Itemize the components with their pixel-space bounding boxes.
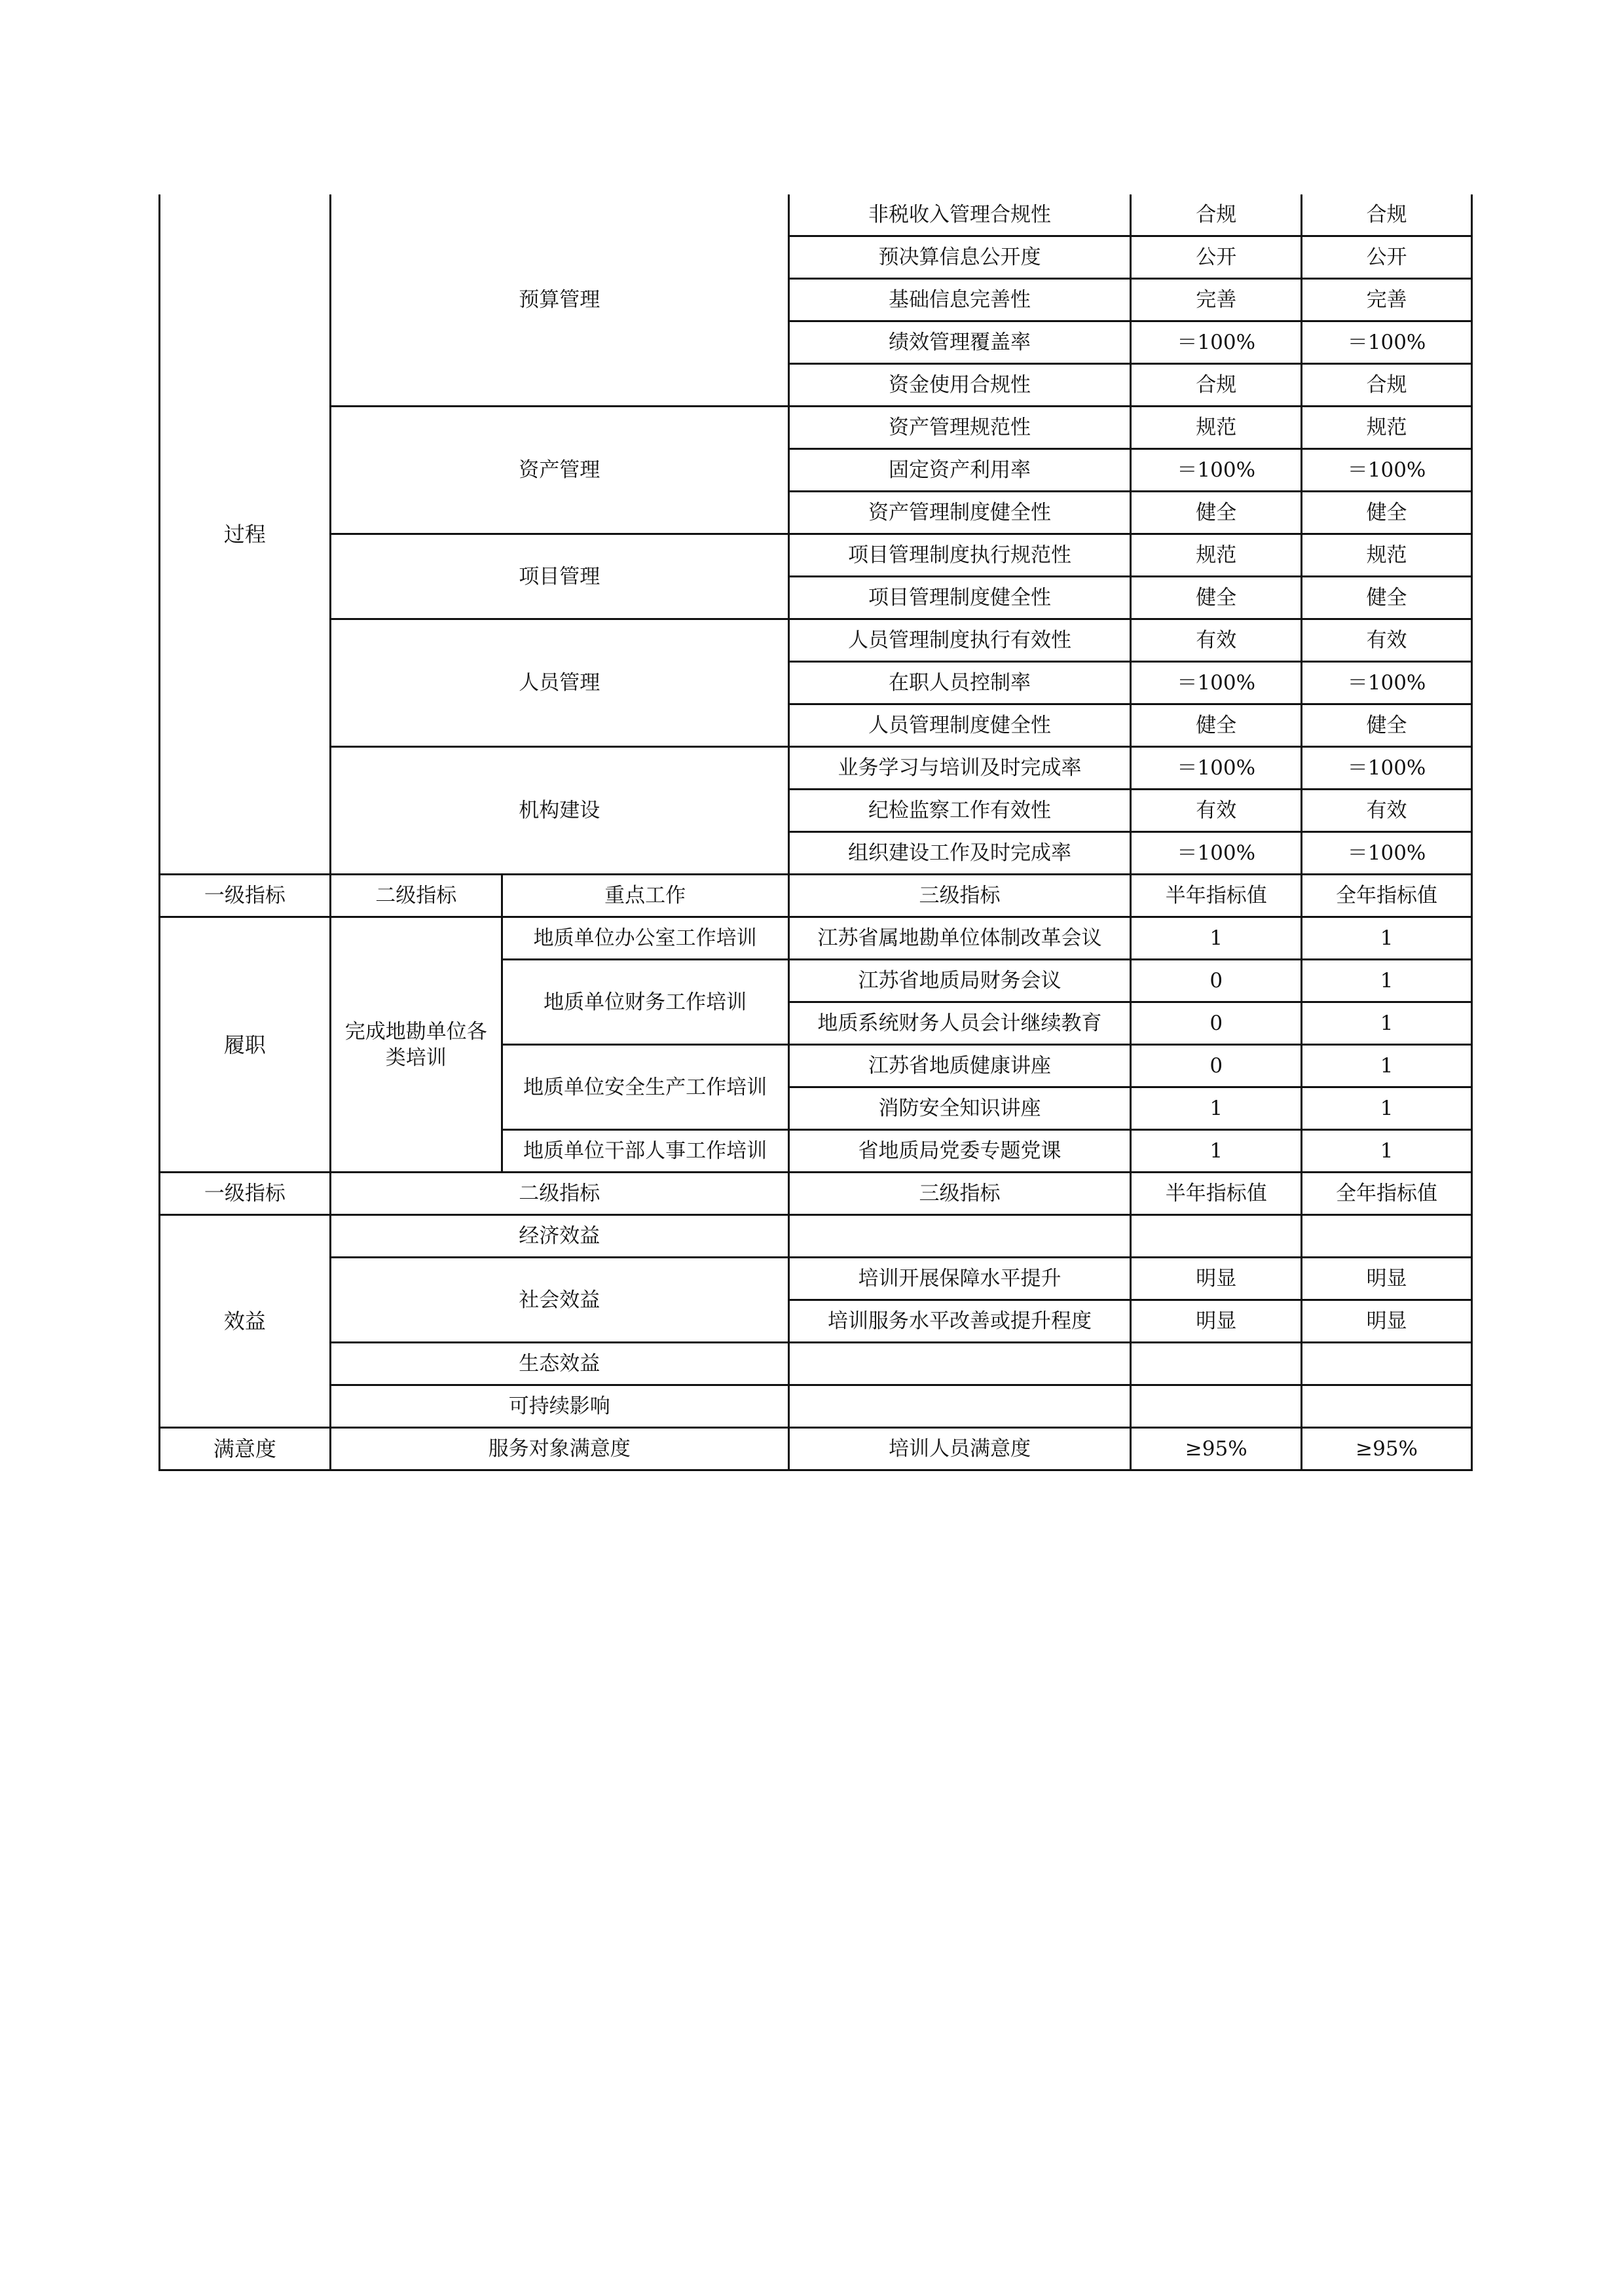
full-year-value-cell [1302,1343,1472,1385]
half-year-value-cell: 规范 [1131,534,1302,577]
indicator-cell: 培训开展保障水平提升 [788,1258,1131,1300]
header-cell: 一级指标 [160,875,331,917]
indicator-cell: 江苏省属地勘单位体制改革会议 [788,917,1131,960]
full-year-value-cell: 公开 [1302,236,1472,279]
half-year-value-cell: 健全 [1131,492,1302,534]
full-year-value-cell: 规范 [1302,407,1472,449]
level2-cell: 生态效益 [330,1343,788,1385]
full-year-value-cell [1302,1215,1472,1258]
full-year-value-cell: 规范 [1302,534,1472,577]
indicator-cell: 纪检监察工作有效性 [788,790,1131,832]
table-row [160,875,1472,917]
header-cell: 二级指标 [330,875,502,917]
half-year-value-cell: 有效 [1131,619,1302,662]
full-year-value-cell: 合规 [1302,194,1472,236]
key-work-cell: 地质单位办公室工作培训 [502,917,788,960]
level1-cell: 履职 [160,917,331,1173]
half-year-value-cell: 明显 [1131,1300,1302,1343]
full-year-value-cell: ＝100% [1302,321,1472,364]
table-row [160,1258,1472,1300]
indicator-cell: 预决算信息公开度 [788,236,1131,279]
half-year-value-cell: 合规 [1131,194,1302,236]
indicator-cell: 固定资产利用率 [788,449,1131,492]
half-year-value-cell [1131,1215,1302,1258]
key-work-cell: 地质单位安全生产工作培训 [502,1045,788,1130]
level2-cell: 人员管理 [330,619,788,747]
header-cell: 一级指标 [160,1173,331,1215]
indicator-cell: 人员管理制度执行有效性 [788,619,1131,662]
indicator-cell: 资金使用合规性 [788,364,1131,407]
half-year-value-cell: ＝100% [1131,747,1302,790]
indicator-cell: 组织建设工作及时完成率 [788,832,1131,875]
level2-cell: 项目管理 [330,534,788,619]
level2-cell: 预算管理 [330,194,788,407]
table-row [160,747,1472,790]
full-year-value-cell: 健全 [1302,704,1472,747]
half-year-value-cell: 公开 [1131,236,1302,279]
full-year-value-cell: 1 [1302,1002,1472,1045]
half-year-value-cell: 0 [1131,960,1302,1002]
level2-cell: 资产管理 [330,407,788,534]
indicator-cell [788,1343,1131,1385]
level2-cell: 机构建设 [330,747,788,875]
level2-cell: 服务对象满意度 [330,1428,788,1470]
header-cell: 半年指标值 [1131,875,1302,917]
full-year-value-cell: 健全 [1302,577,1472,619]
header-cell: 全年指标值 [1302,1173,1472,1215]
indicator-cell: 基础信息完善性 [788,279,1131,321]
full-year-value-cell: ＝100% [1302,662,1472,704]
full-year-value-cell: 完善 [1302,279,1472,321]
header-cell: 二级指标 [330,1173,788,1215]
level2-cell: 经济效益 [330,1215,788,1258]
level2-cell: 可持续影响 [330,1385,788,1428]
indicator-cell: 项目管理制度执行规范性 [788,534,1131,577]
full-year-value-cell: 1 [1302,1130,1472,1173]
header-cell: 三级指标 [788,875,1131,917]
full-year-value-cell: 明显 [1302,1300,1472,1343]
half-year-value-cell: 完善 [1131,279,1302,321]
full-year-value-cell: 1 [1302,960,1472,1002]
table-row [160,407,1472,449]
indicator-cell: 业务学习与培训及时完成率 [788,747,1131,790]
table-row [160,1173,1472,1215]
key-work-cell: 地质单位财务工作培训 [502,960,788,1045]
half-year-value-cell: 明显 [1131,1258,1302,1300]
indicator-cell: 培训人员满意度 [788,1428,1131,1470]
level1-cell: 过程 [160,194,331,875]
header-cell: 半年指标值 [1131,1173,1302,1215]
half-year-value-cell: ＝100% [1131,662,1302,704]
half-year-value-cell: ＝100% [1131,321,1302,364]
half-year-value-cell [1131,1385,1302,1428]
indicator-cell: 项目管理制度健全性 [788,577,1131,619]
header-cell: 全年指标值 [1302,875,1472,917]
table-row [160,1215,1472,1258]
half-year-value-cell: 有效 [1131,790,1302,832]
full-year-value-cell: 有效 [1302,790,1472,832]
indicator-cell: 在职人员控制率 [788,662,1131,704]
half-year-value-cell: 1 [1131,917,1302,960]
half-year-value-cell: ＝100% [1131,832,1302,875]
level2-cell: 完成地勘单位各类培训 [330,917,502,1173]
indicator-cell [788,1215,1131,1258]
full-year-value-cell: 有效 [1302,619,1472,662]
indicator-cell: 消防安全知识讲座 [788,1087,1131,1130]
indicator-cell: 地质系统财务人员会计继续教育 [788,1002,1131,1045]
table-row [160,1343,1472,1385]
key-work-cell: 地质单位干部人事工作培训 [502,1130,788,1173]
half-year-value-cell: 健全 [1131,704,1302,747]
table-row [160,194,1472,236]
full-year-value-cell: 1 [1302,1087,1472,1130]
full-year-value-cell: 1 [1302,917,1472,960]
full-year-value-cell: 明显 [1302,1258,1472,1300]
indicator-cell: 非税收入管理合规性 [788,194,1131,236]
header-cell: 重点工作 [502,875,788,917]
level2-cell: 社会效益 [330,1258,788,1343]
indicator-cell: 省地质局党委专题党课 [788,1130,1131,1173]
half-year-value-cell: ≥95% [1131,1428,1302,1470]
indicator-cell [788,1385,1131,1428]
indicator-cell: 江苏省地质局财务会议 [788,960,1131,1002]
full-year-value-cell: ＝100% [1302,747,1472,790]
half-year-value-cell: ＝100% [1131,449,1302,492]
indicator-cell: 人员管理制度健全性 [788,704,1131,747]
full-year-value-cell: 合规 [1302,364,1472,407]
level1-cell: 满意度 [160,1428,331,1470]
indicator-cell: 绩效管理覆盖率 [788,321,1131,364]
half-year-value-cell: 合规 [1131,364,1302,407]
full-year-value-cell: 1 [1302,1045,1472,1087]
half-year-value-cell: 规范 [1131,407,1302,449]
half-year-value-cell: 1 [1131,1087,1302,1130]
indicator-cell: 江苏省地质健康讲座 [788,1045,1131,1087]
table-row [160,534,1472,577]
half-year-value-cell: 0 [1131,1045,1302,1087]
full-year-value-cell: ＝100% [1302,832,1472,875]
level1-cell: 效益 [160,1215,331,1428]
table-row [160,1428,1472,1470]
half-year-value-cell: 0 [1131,1002,1302,1045]
indicator-cell: 资产管理规范性 [788,407,1131,449]
half-year-value-cell: 1 [1131,1130,1302,1173]
full-year-value-cell: ＝100% [1302,449,1472,492]
table-row [160,619,1472,662]
indicator-cell: 资产管理制度健全性 [788,492,1131,534]
full-year-value-cell [1302,1385,1472,1428]
half-year-value-cell: 健全 [1131,577,1302,619]
full-year-value-cell: ≥95% [1302,1428,1472,1470]
table-row [160,917,1472,960]
half-year-value-cell [1131,1343,1302,1385]
indicator-cell: 培训服务水平改善或提升程度 [788,1300,1131,1343]
performance-indicator-table [158,194,1473,1471]
header-cell: 三级指标 [788,1173,1131,1215]
full-year-value-cell: 健全 [1302,492,1472,534]
table-row [160,1385,1472,1428]
